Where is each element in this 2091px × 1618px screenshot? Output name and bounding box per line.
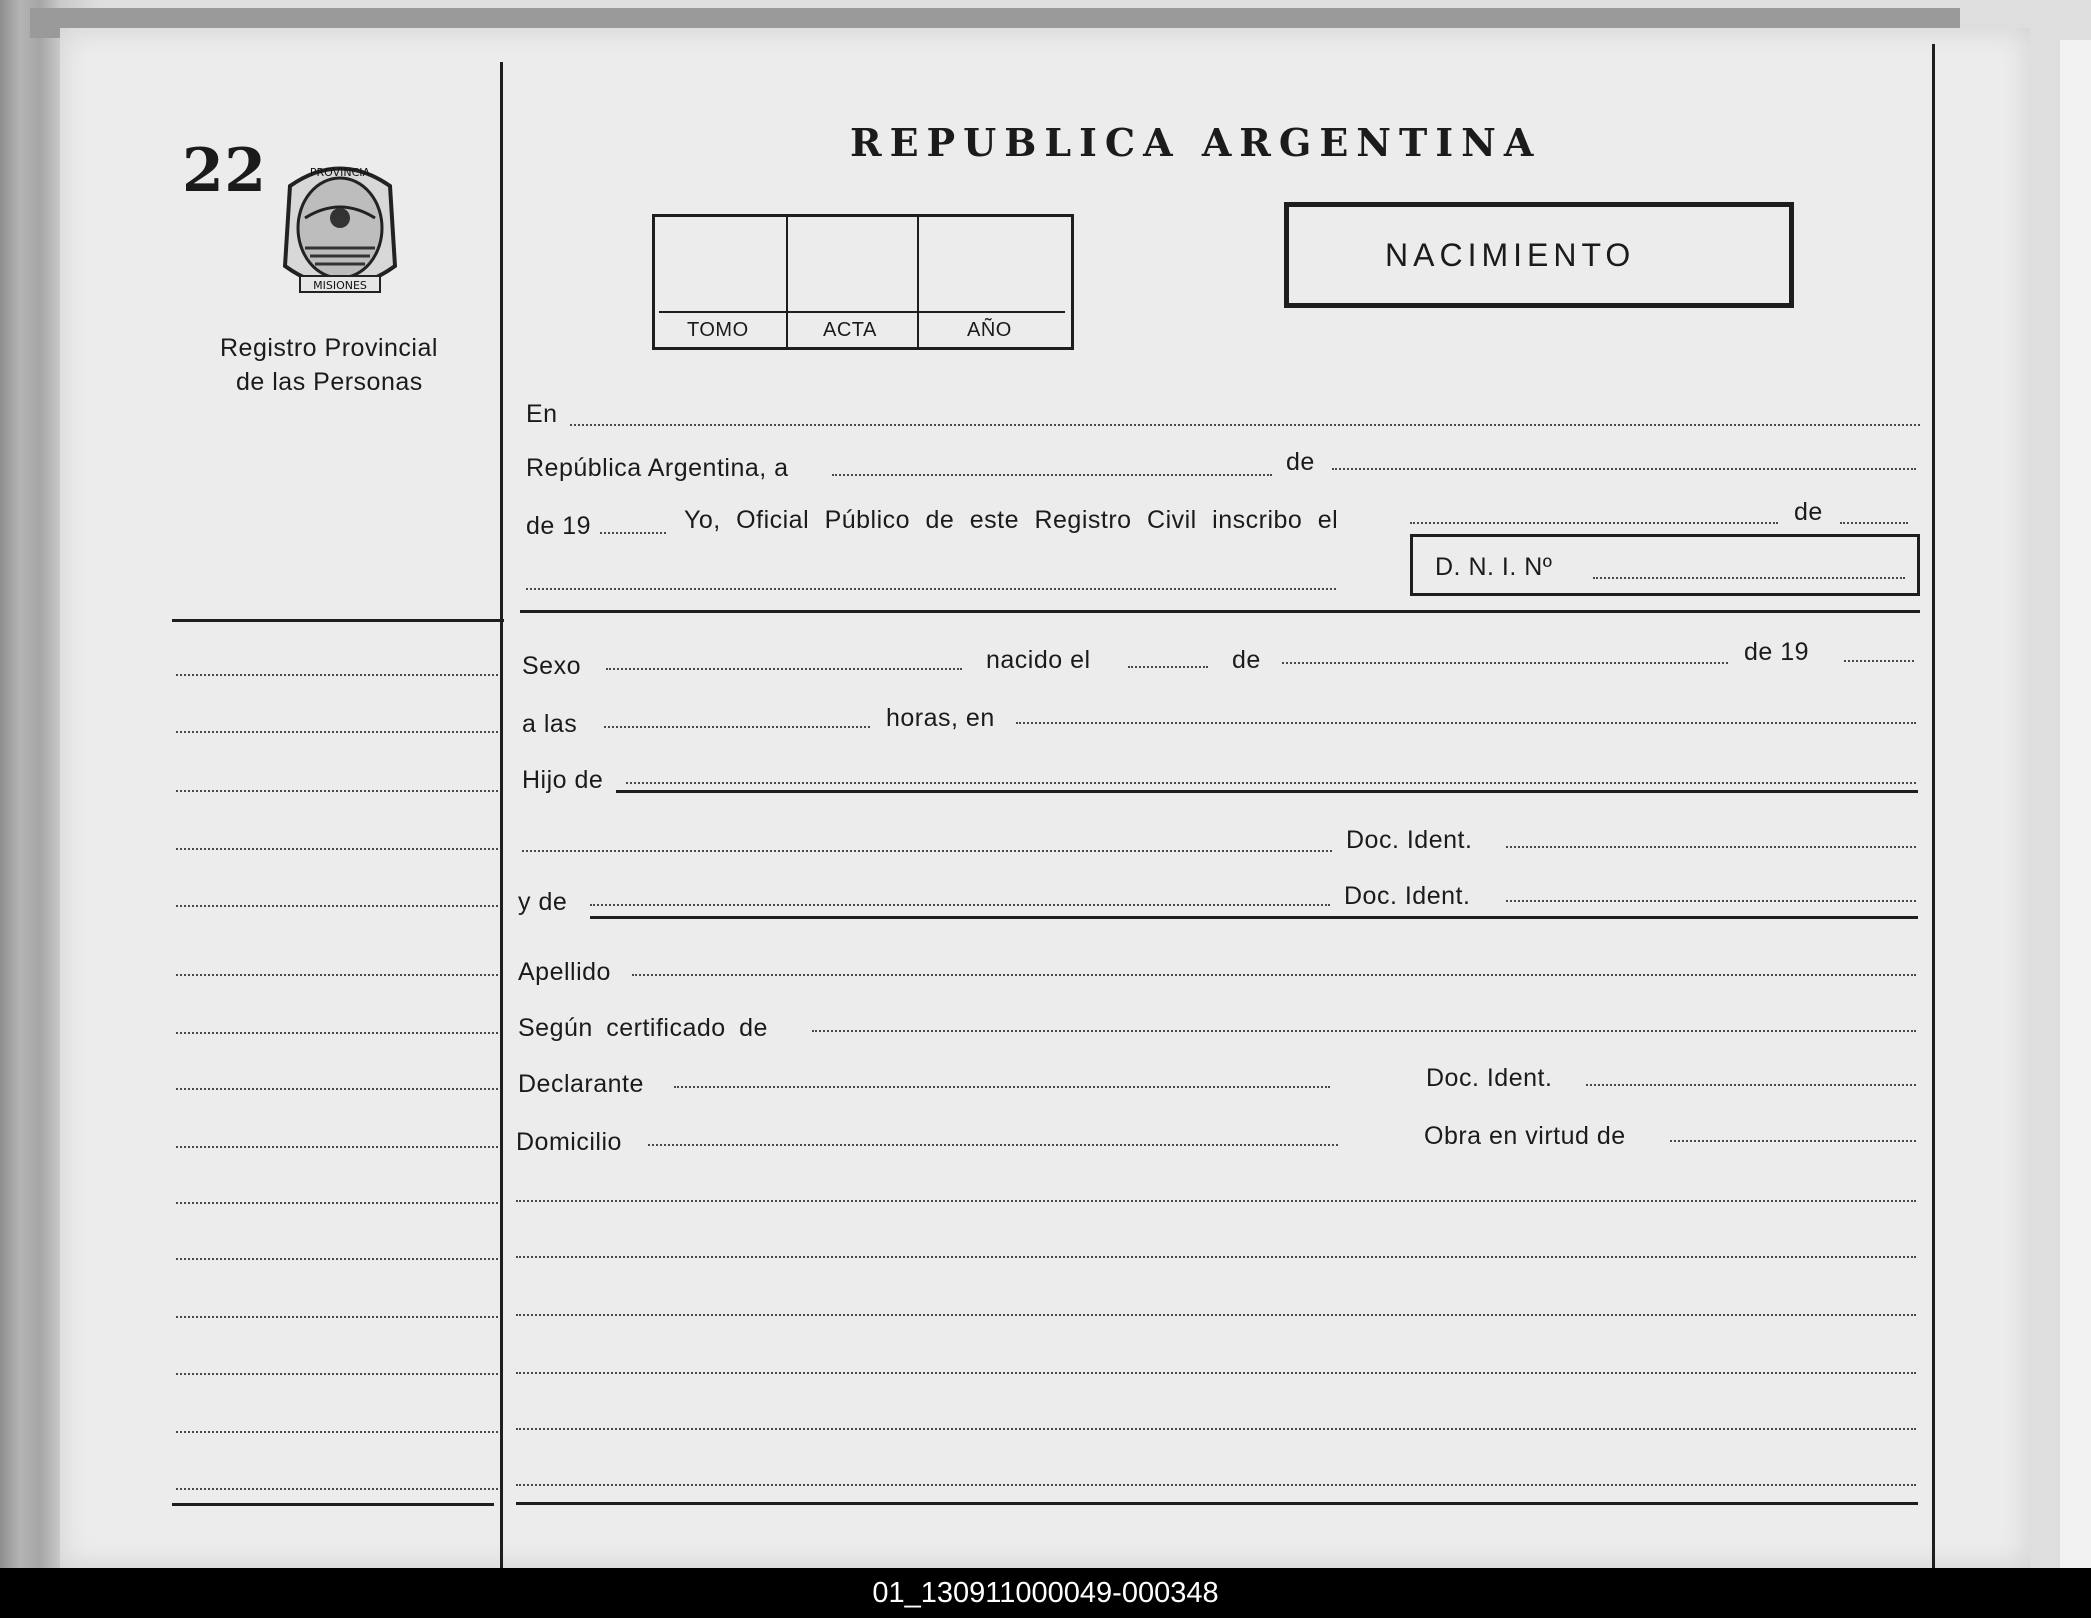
margin-line [176, 1088, 498, 1090]
field-padre-cont[interactable] [522, 850, 1332, 852]
margin-line [176, 1258, 498, 1260]
notes-line[interactable] [516, 1200, 1916, 1202]
margin-line [176, 905, 498, 907]
label-segun: Según certificado de [518, 1014, 768, 1042]
seal-top-text: PROVINCIA [309, 166, 371, 179]
section-rule-bottom [516, 1502, 1918, 1505]
tomo-label: TOMO [687, 319, 749, 341]
field-obra[interactable] [1670, 1140, 1916, 1142]
notes-line[interactable] [516, 1314, 1916, 1316]
margin-line [176, 974, 498, 976]
birth-record-page [60, 28, 2030, 1568]
margin-line [176, 1032, 498, 1034]
label-de-2: de [1794, 498, 1823, 526]
seal-bottom-text: MISIONES [313, 279, 367, 292]
field-sexo[interactable] [606, 668, 962, 670]
margin-bottom-rule [172, 1503, 494, 1506]
field-doc-padre[interactable] [1506, 846, 1916, 848]
column-divider [500, 62, 503, 1568]
margin-line [176, 1431, 498, 1433]
label-hijo-de: Hijo de [522, 766, 604, 794]
field-nacido-dia[interactable] [1128, 666, 1208, 668]
dni-box [1410, 534, 1920, 596]
label-en: En [526, 400, 558, 428]
country-title: REPUBLICA ARGENTINA [850, 120, 1542, 165]
notes-line[interactable] [516, 1372, 1916, 1374]
field-domicilio[interactable] [648, 1144, 1338, 1146]
record-type-title: NACIMIENTO [1385, 237, 1636, 273]
field-nacido-mes[interactable] [1282, 662, 1728, 664]
label-yo: Yo, Oficial Público de este Registro Civil inscribo el [684, 506, 1339, 534]
label-declarante: Declarante [518, 1070, 644, 1098]
field-dia[interactable] [832, 474, 1272, 476]
adjacent-page-edge [2060, 40, 2091, 1568]
margin-line [176, 790, 498, 792]
label-doc-ident-3: Doc. Ident. [1426, 1064, 1553, 1092]
label-de: de [1286, 448, 1315, 476]
margin-line [176, 848, 498, 850]
margin-line [176, 1488, 498, 1490]
field-nacido-anio[interactable] [1844, 660, 1914, 662]
label-a-las: a las [522, 710, 578, 738]
label-horas-en: horas, en [886, 704, 995, 732]
label-de-3: de [1232, 646, 1261, 674]
label-domicilio: Domicilio [516, 1128, 622, 1156]
section-rule-3 [590, 916, 1918, 919]
registry-name-line1: Registro Provincial [220, 334, 438, 362]
image-id-footer: 01_130911000049-000348 [0, 1568, 2091, 1618]
field-doc-madre[interactable] [1506, 900, 1916, 902]
field-doc-declarante[interactable] [1586, 1084, 1916, 1086]
label-de19: de 19 [526, 512, 592, 540]
anio-label: AÑO [967, 319, 1012, 341]
label-dni: D. N. I. Nº [1435, 553, 1553, 581]
provincial-seal-icon [270, 156, 410, 306]
notes-line[interactable] [516, 1484, 1916, 1486]
label-apellido: Apellido [518, 958, 611, 986]
record-number-box [652, 214, 1074, 350]
margin-line [176, 1316, 498, 1318]
field-nombre[interactable] [526, 588, 1336, 590]
label-doc-ident-2: Doc. Ident. [1344, 882, 1471, 910]
registry-name-line2: de las Personas [236, 368, 423, 396]
field-apellido[interactable] [632, 974, 1916, 976]
margin-top-rule [172, 619, 504, 622]
field-lugar[interactable] [570, 424, 1920, 426]
field-padre[interactable] [626, 782, 1916, 784]
section-rule-2 [616, 790, 1918, 793]
label-doc-ident-1: Doc. Ident. [1346, 826, 1473, 854]
field-madre[interactable] [590, 904, 1330, 906]
label-republica: República Argentina, a [526, 454, 789, 482]
record-type-box [1284, 202, 1794, 308]
field-inscripcion-mes[interactable] [1840, 522, 1908, 524]
notes-line[interactable] [516, 1256, 1916, 1258]
margin-line [176, 1202, 498, 1204]
margin-line [176, 1146, 498, 1148]
margin-line [176, 1373, 498, 1375]
label-obra: Obra en virtud de [1424, 1122, 1626, 1150]
field-inscripcion-dia[interactable] [1410, 522, 1778, 524]
margin-line [176, 731, 498, 733]
notes-line[interactable] [516, 1428, 1916, 1430]
acta-label: ACTA [823, 319, 877, 341]
field-anio[interactable] [600, 532, 666, 534]
field-declarante[interactable] [674, 1086, 1330, 1088]
label-de-19: de 19 [1744, 638, 1810, 666]
field-certificado[interactable] [812, 1030, 1916, 1032]
page-right-border [1932, 44, 1935, 1568]
field-hora[interactable] [604, 726, 870, 728]
field-mes[interactable] [1332, 468, 1916, 470]
label-sexo: Sexo [522, 652, 581, 680]
field-dni[interactable] [1593, 577, 1905, 579]
sheet-number: 22 [182, 136, 267, 206]
field-lugar-nacimiento[interactable] [1016, 722, 1916, 724]
label-y-de: y de [518, 888, 568, 916]
label-nacido: nacido el [986, 646, 1091, 674]
section-rule-1 [520, 610, 1920, 613]
margin-line [176, 674, 498, 676]
